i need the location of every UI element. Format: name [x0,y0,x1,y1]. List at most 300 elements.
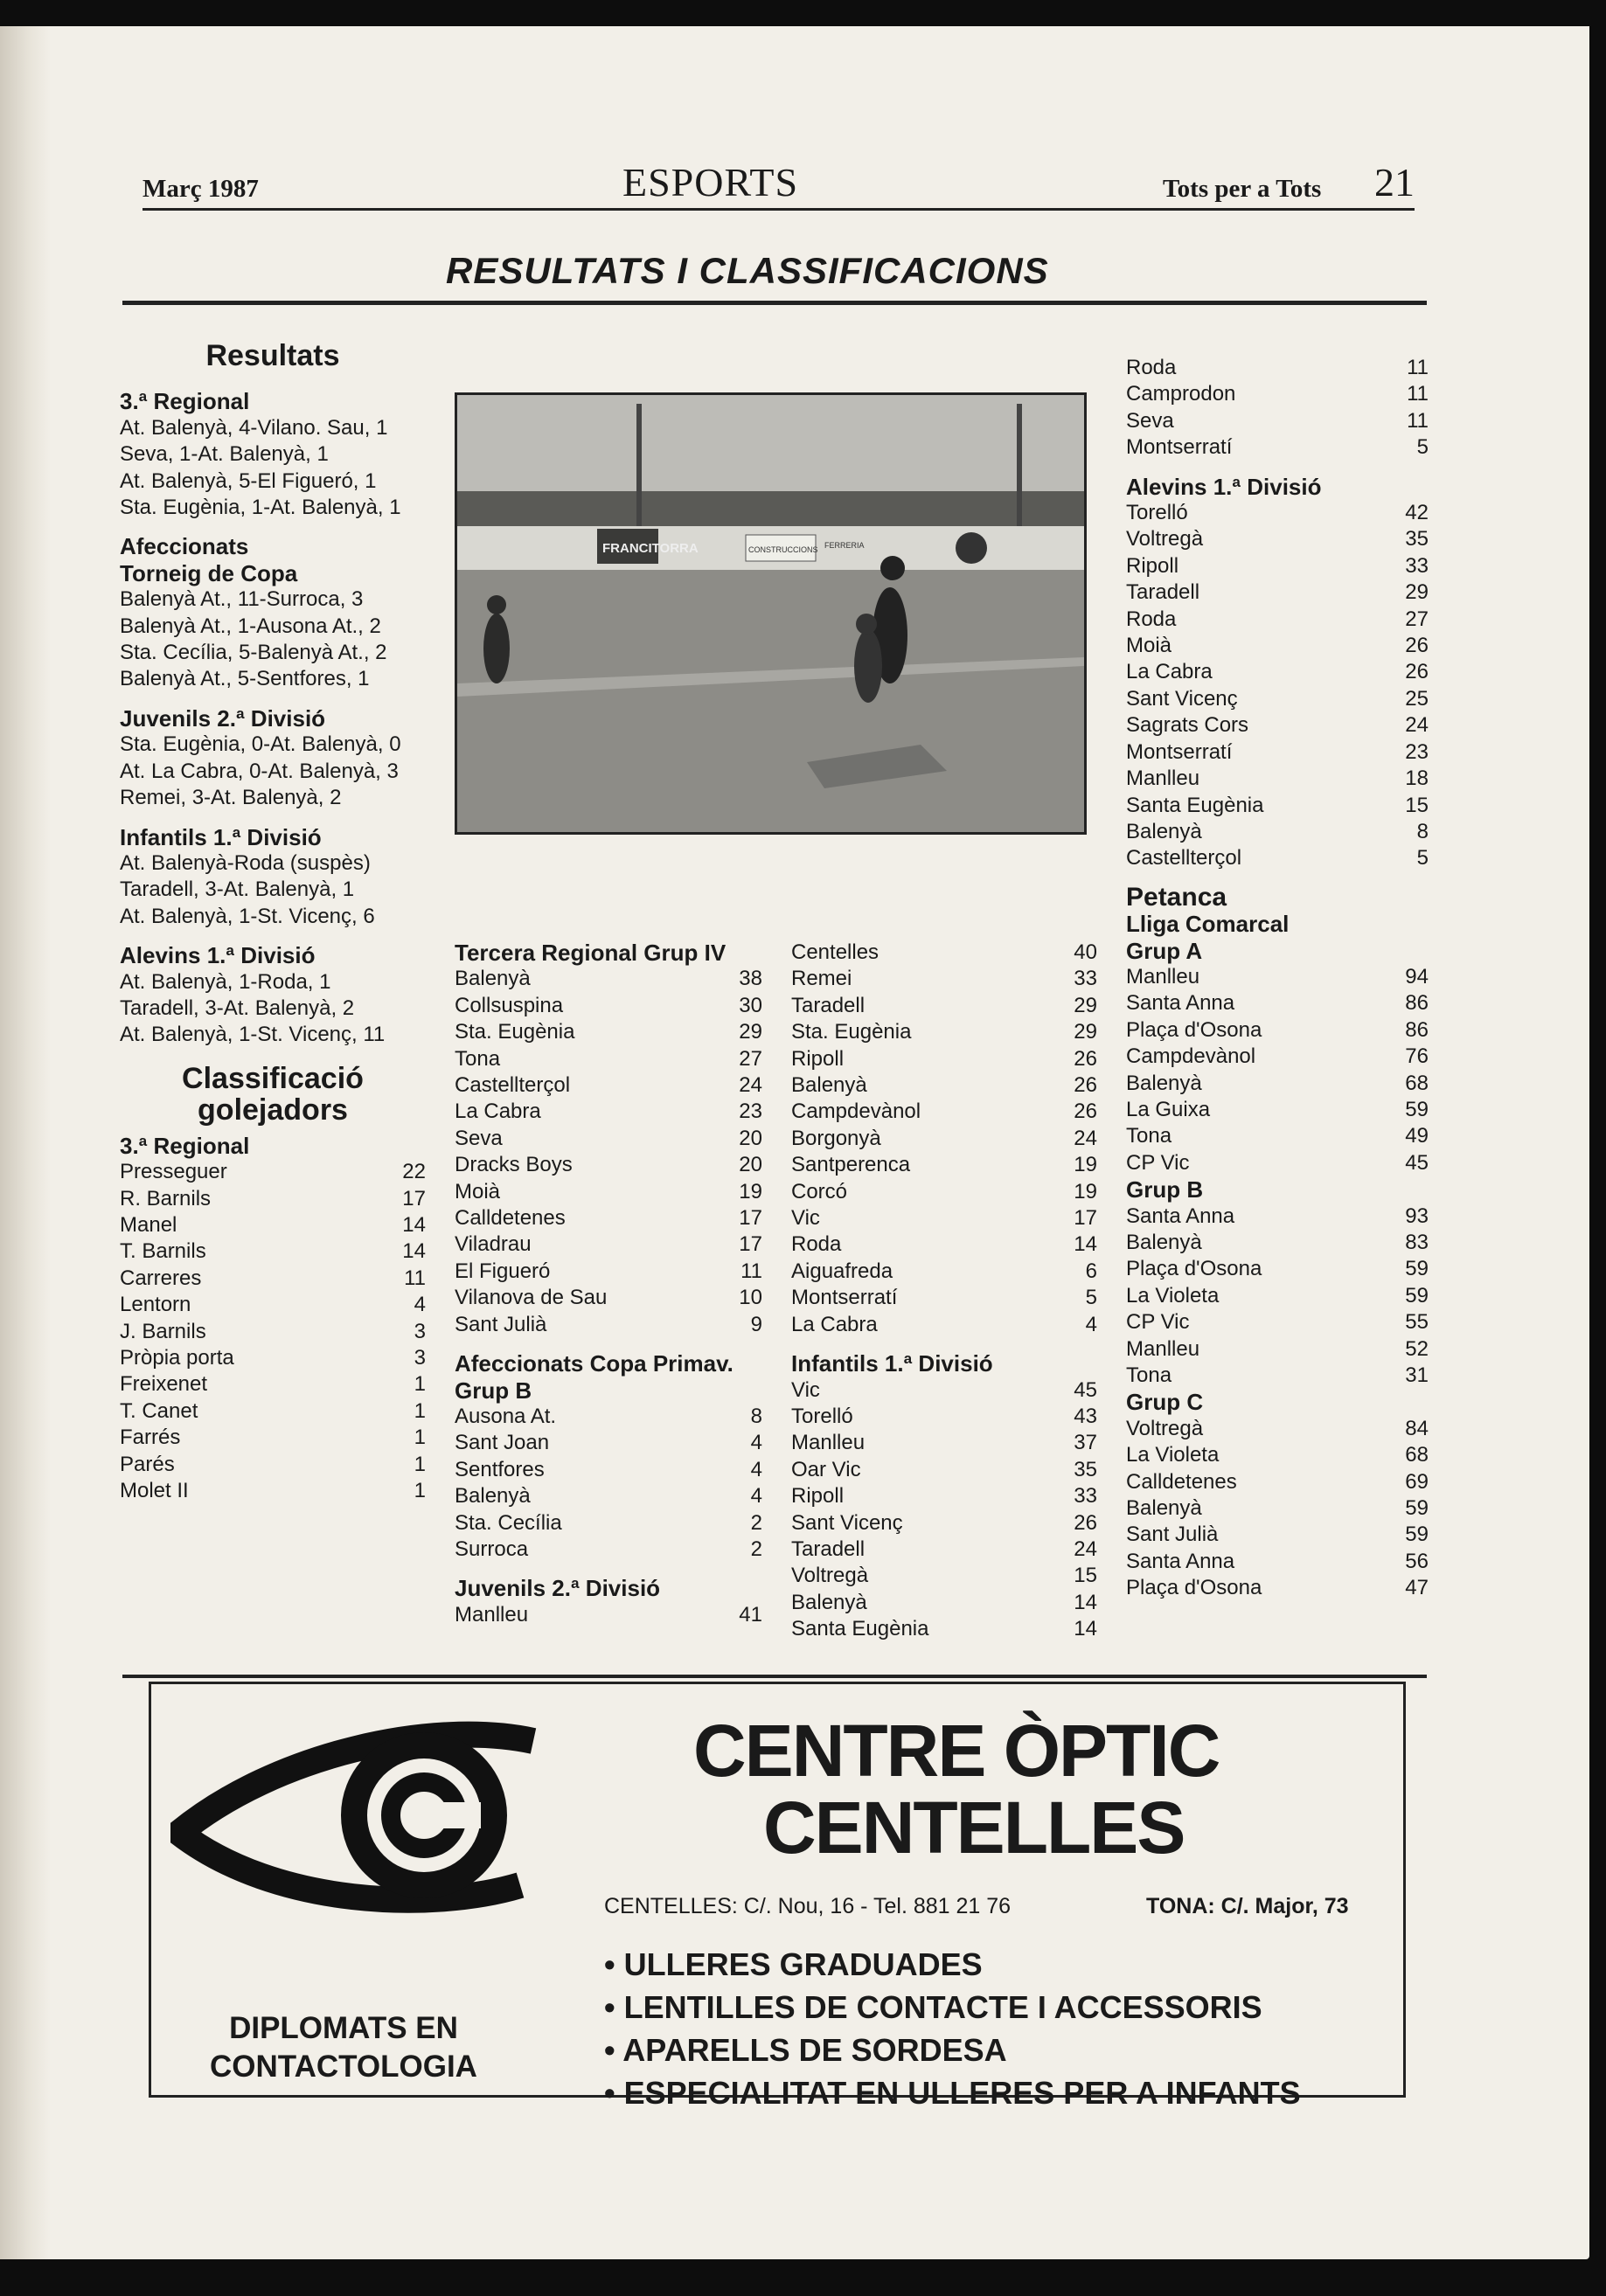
team-name: Vic [791,1206,820,1231]
team-name: R. Barnils [120,1186,212,1210]
table-row [120,1292,426,1318]
team-name: La Cabra [455,1099,541,1124]
team-points: 27 [739,1046,762,1071]
infantils-table-continued [1126,355,1429,461]
table-row [1126,408,1429,434]
team-name: Seva [455,1126,503,1150]
petanca-title: Petanca [1126,882,1227,912]
team-points: 37 [1074,1431,1097,1455]
team-name: Voltregà [1126,527,1204,551]
table-row [455,1536,762,1563]
team-points: 76 [1405,1044,1429,1069]
page-number: 21 [1374,160,1415,205]
table-row [1126,1283,1429,1309]
table-row [455,1285,762,1311]
results-groups [120,388,426,1048]
team-name: Santperenca [791,1153,911,1177]
team-points: 17 [739,1232,762,1257]
table-row [120,1212,426,1238]
team-points: 29 [1405,580,1429,605]
team-name: Santa Anna [1126,1549,1235,1573]
team-points: 49 [1405,1124,1429,1148]
team-points: 93 [1405,1203,1429,1228]
team-points: 19 [1074,1153,1097,1177]
team-points: 20 [739,1126,762,1150]
table-row [1126,633,1429,659]
team-points: 14 [402,1212,426,1237]
team-points: 25 [1405,686,1429,711]
table-row [455,1457,762,1483]
table-row [1126,712,1429,739]
team-points: 2 [750,1510,762,1535]
team-points: 68 [1405,1443,1429,1467]
team-points: 29 [1074,1020,1097,1044]
team-name: Sant Vicenç [791,1510,903,1535]
team-name: Castellterçol [455,1073,571,1098]
team-points: 59 [1405,1257,1429,1281]
team-name: Calldetenes [1126,1469,1237,1494]
juvenils-heading: Juvenils 2.ª Divisió [455,1575,661,1602]
infantils-table [791,1377,1097,1643]
issue-date: Març 1987 [143,175,259,203]
result-line: Sta. Eugènia, 0-At. Balenyà, 0 [120,732,401,757]
team-name: Sant Julià [455,1312,547,1336]
petanca-group-table [1126,964,1429,1176]
petanca-group-table [1126,1203,1429,1390]
football-photo [455,392,1087,835]
team-points: 56 [1405,1549,1429,1573]
table-row [455,1205,762,1231]
team-points: 26 [1074,1099,1097,1124]
table-row [455,1072,762,1099]
team-name: Balenyà [791,1590,867,1614]
team-name: Tona [455,1046,501,1071]
table-row [1126,607,1429,633]
team-name: Camprodon [1126,382,1236,406]
table-row [1126,1150,1429,1176]
team-name: Balenyà [455,967,531,991]
team-name: La Violeta [1126,1443,1220,1467]
result-line: Remei, 3-At. Balenyà, 2 [120,786,342,810]
table-row [120,1238,426,1265]
ad-services-list [604,1943,1301,2114]
table-row [791,1404,1097,1430]
team-points: 33 [1074,967,1097,991]
table-row [791,1046,1097,1072]
team-name: CP Vic [1126,1150,1190,1175]
team-name: La Violeta [1126,1283,1220,1308]
team-name: Manlleu [1126,1336,1200,1361]
result-line: At. La Cabra, 0-At. Balenyà, 3 [120,759,399,783]
team-name: Corcó [791,1179,848,1203]
team-points: 2 [750,1536,762,1561]
team-name: Torelló [1126,501,1188,525]
team-points: 24 [1074,1536,1097,1561]
scorers-league-heading: 3.ª Regional [120,1132,250,1159]
table-row [791,1099,1097,1125]
team-points: 5 [1416,846,1429,871]
results-title: Resultats [205,339,340,372]
team-points: 94 [1405,964,1429,988]
table-row [1126,793,1429,819]
results-group-heading: Torneig de Copa [120,559,298,586]
team-points: 1 [414,1372,426,1397]
result-line: At. Balenyà, 5-El Figueró, 1 [120,468,377,493]
table-row [455,1152,762,1178]
team-points: 14 [402,1239,426,1264]
tercera-table [455,966,762,1338]
team-name: El Figueró [455,1259,551,1283]
table-row [791,940,1097,966]
standings-column-3 [455,940,762,1628]
team-name: Sta. Cecília [455,1510,562,1535]
table-row [455,1099,762,1125]
table-row [791,1483,1097,1509]
team-points: 41 [739,1602,762,1627]
table-row [120,1345,426,1371]
result-line: Seva, 1-At. Balenyà, 1 [120,442,329,467]
team-name: Ausona At. [455,1404,557,1428]
team-name: Vic [791,1377,820,1402]
table-row [1126,1256,1429,1282]
table-row [455,1602,762,1628]
team-name: Balenyà [1126,1496,1202,1521]
team-name: Presseguer [120,1160,227,1184]
team-name: Taradell [791,1536,866,1561]
team-name: Sta. Eugènia [791,1020,912,1044]
table-row [1126,1203,1429,1230]
team-name: Plaça d'Osona [1126,1017,1262,1042]
team-points: 27 [1405,607,1429,631]
team-points: 29 [1074,993,1097,1017]
table-row [120,1478,426,1504]
ad-name-line1: CENTRE ÒPTIC [693,1710,1220,1792]
team-points: 68 [1405,1071,1429,1095]
results-group-heading: 3.ª Regional [120,388,250,415]
table-row [791,1616,1097,1642]
team-points: 29 [739,1020,762,1044]
team-points: 19 [739,1179,762,1203]
team-name: Torelló [791,1404,853,1428]
banner-rule [122,301,1427,305]
team-points: 24 [1405,713,1429,738]
team-name: Sant Julià [1126,1523,1219,1547]
ad-service-item [604,2071,1301,2114]
team-points: 15 [1074,1564,1097,1588]
team-name: CP Vic [1126,1310,1190,1335]
team-points: 42 [1405,501,1429,525]
team-points: 24 [1074,1126,1097,1150]
team-name: Voltregà [791,1564,869,1588]
table-row [120,1371,426,1398]
team-name: Centelles [791,940,879,964]
team-points: 4 [750,1484,762,1509]
team-name: Farrés [120,1425,181,1450]
ad-service-label: APARELLS DE SORDESA [622,2032,1007,2068]
team-points: 18 [1405,766,1429,791]
table-row [791,1312,1097,1338]
table-row [455,1312,762,1338]
team-name: Parés [120,1452,175,1476]
ad-diploma: DIPLOMATS EN CONTACTOLOGIA [210,2011,477,2084]
ad-name-line2: CENTELLES [763,1786,1185,1869]
team-points: 45 [1074,1377,1097,1402]
team-name: Balenyà [1126,1231,1202,1254]
table-row [120,1398,426,1425]
team-name: Montserratí [1126,435,1233,460]
table-row [1126,845,1429,871]
team-name: Remei [791,967,852,991]
team-points: 59 [1405,1097,1429,1121]
team-points: 11 [1407,408,1429,433]
team-name: Viladrau [455,1232,532,1257]
team-points: 35 [1405,527,1429,551]
team-name: Borgonyà [791,1126,881,1150]
standings-column-4 [791,940,1097,1643]
table-row [791,993,1097,1019]
juvenils-table-part2 [791,940,1097,1338]
table-row [791,1285,1097,1311]
table-row [455,966,762,992]
table-row [791,1179,1097,1205]
table-row [791,1259,1097,1285]
petanca-group-table [1126,1416,1429,1602]
petanca-league: Lliga Comarcal [1126,911,1290,938]
team-points: 3 [414,1346,426,1370]
team-points: 1 [414,1425,426,1450]
team-points: 14 [1074,1232,1097,1257]
results-group-heading: Juvenils 2.ª Divisió [120,704,326,732]
table-row [1126,1230,1429,1256]
team-name: Ripoll [791,1484,845,1509]
table-row [791,1231,1097,1258]
table-row [1126,1044,1429,1070]
sign-construccions: CONSTRUCCIONS [748,545,818,554]
team-points: 23 [1405,739,1429,764]
result-line: At. Balenyà, 4-Vilano. Sau, 1 [120,415,388,440]
tercera-heading: Tercera Regional Grup IV [455,940,727,966]
bullet-icon: • [604,2032,623,2068]
ad-address-centelles: CENTELLES: C/. Nou, 16 - Tel. 881 21 76 [604,1894,1012,1918]
team-points: 43 [1074,1404,1097,1428]
table-row [791,1126,1097,1152]
team-name: Aiguafreda [791,1259,893,1283]
team-name: Vilanova de Sau [455,1286,608,1310]
team-points: 1 [414,1479,426,1503]
team-name: Roda [1126,356,1177,379]
table-row [1126,1123,1429,1149]
table-row [120,1266,426,1292]
header-rule [143,208,1415,211]
team-points: 1 [414,1452,426,1476]
team-name: J. Barnils [120,1319,206,1343]
table-row [791,1510,1097,1536]
team-name: Sant Joan [455,1431,550,1455]
table-row [120,1452,426,1478]
scorers-table [120,1159,426,1504]
team-points: 33 [1405,553,1429,578]
team-points: 4 [750,1457,762,1481]
team-points: 5 [1416,435,1429,460]
team-name: Taradell [791,993,866,1017]
team-name: Santa Anna [1126,1203,1235,1228]
table-row [1126,553,1429,579]
result-line: At. Balenyà, 1-Roda, 1 [120,969,331,994]
table-row [791,1019,1097,1045]
team-name: Plaça d'Osona [1126,1576,1262,1600]
team-name: Moià [1126,634,1172,658]
team-points: 69 [1405,1469,1429,1494]
team-points: 20 [739,1153,762,1177]
team-points: 15 [1405,793,1429,817]
team-name: Santa Anna [1126,991,1235,1016]
table-row [1126,1549,1429,1575]
team-name: Moià [455,1179,501,1203]
table-row [791,1152,1097,1178]
team-points: 4 [1085,1312,1097,1336]
team-name: Carreres [120,1266,202,1290]
team-points: 26 [1074,1046,1097,1071]
bullet-icon: • [604,1989,624,2025]
result-line: Balenyà At., 11-Surroca, 3 [120,587,364,612]
team-name: Taradell [1126,580,1200,605]
table-row [455,1510,762,1536]
ad-top-rule [122,1675,1427,1678]
team-points: 9 [750,1312,762,1336]
team-name: Manel [120,1212,177,1237]
infantils-heading: Infantils 1.ª Divisió [791,1350,993,1377]
team-points: 45 [1405,1150,1429,1175]
team-points: 83 [1405,1231,1429,1254]
team-name: Santa Eugènia [791,1617,929,1641]
table-row [1126,1522,1429,1548]
table-row [1126,434,1429,461]
team-points: 26 [1074,1073,1097,1098]
team-name: Calldetenes [455,1206,566,1231]
team-name: Montserratí [791,1286,898,1310]
table-row [791,1377,1097,1404]
table-row [455,1483,762,1509]
team-name: Freixenet [120,1372,208,1397]
table-row [455,1231,762,1258]
table-row [120,1159,426,1185]
results-column [120,339,426,1504]
results-group-heading: Afeccionats [120,533,249,560]
team-name: Tona [1126,1124,1172,1148]
table-row [1126,1442,1429,1468]
standings-column-5 [1126,355,1429,1602]
page-spine-shadow [0,26,51,2259]
team-name: Campdevànol [791,1099,921,1124]
section-title: ESPORTS [622,160,799,205]
team-name: Castellterçol [1126,846,1242,871]
team-name: Balenyà [1126,819,1202,843]
team-name: Surroca [455,1536,529,1561]
newspaper-page [0,26,1589,2259]
ad-address-tona: TONA: C/. Major, 73 [1146,1894,1349,1918]
team-points: 19 [1074,1179,1097,1203]
team-points: 11 [1407,356,1429,379]
team-name: Voltregà [1126,1416,1204,1440]
table-row [1126,964,1429,990]
team-points: 26 [1074,1510,1097,1535]
team-name: Molet II [120,1479,189,1503]
ad-service-label: LENTILLES DE CONTACTE I ACCESSORIS [623,1989,1262,2025]
team-name: Manlleu [791,1431,866,1455]
team-name: Balenyà [1126,1071,1202,1095]
team-points: 47 [1405,1576,1429,1600]
ad-service-item [604,1943,1301,1986]
team-points: 33 [1074,1484,1097,1509]
team-name: Sant Vicenç [1126,686,1238,711]
table-row [791,1205,1097,1231]
team-name: Ripoll [1126,553,1179,578]
publication-name: Tots per a Tots [1163,175,1322,203]
team-name: T. Barnils [120,1239,206,1264]
team-points: 35 [1074,1457,1097,1481]
team-points: 23 [739,1099,762,1124]
table-row [1126,739,1429,766]
team-name: T. Canet [120,1398,198,1423]
juvenils-table-part1 [455,1602,762,1628]
team-points: 11 [740,1259,762,1283]
scorers-title: Classificació golejadors [182,1061,364,1127]
table-row [1126,990,1429,1016]
table-row [791,1430,1097,1456]
team-name: Campdevànol [1126,1044,1256,1069]
result-line: Taradell, 3-At. Balenyà, 1 [120,877,355,902]
result-line: Taradell, 3-At. Balenyà, 2 [120,995,355,1020]
petanca-groups [1126,938,1429,1602]
table-row [1126,355,1429,381]
team-points: 86 [1405,1017,1429,1042]
table-row [455,1126,762,1152]
team-name: Manlleu [455,1602,529,1627]
table-row [791,1590,1097,1616]
team-points: 17 [739,1206,762,1231]
result-line: Sta. Eugènia, 1-At. Balenyà, 1 [120,496,401,520]
table-row [1126,500,1429,526]
team-points: 40 [1074,940,1097,964]
team-name: Santa Eugènia [1126,793,1264,817]
team-points: 11 [1407,382,1429,406]
team-points: 59 [1405,1496,1429,1521]
table-row [1126,381,1429,407]
table-row [1126,1017,1429,1044]
team-name: La Guixa [1126,1097,1211,1121]
team-points: 8 [1416,819,1429,843]
team-name: Dracks Boys [455,1153,573,1177]
table-row [1126,1071,1429,1097]
team-points: 14 [1074,1617,1097,1641]
ad-service-label: ESPECIALITAT EN ULLERES PER A INFANTS [623,2075,1301,2111]
team-points: 1 [414,1398,426,1423]
team-name: Montserratí [1126,739,1233,764]
team-name: Sagrats Cors [1126,713,1249,738]
team-name: Balenyà [455,1484,531,1509]
table-row [455,1430,762,1456]
table-row [455,1404,762,1430]
team-points: 6 [1085,1259,1097,1283]
team-name: Pròpia porta [120,1346,234,1370]
table-row [791,1457,1097,1483]
team-name: Sentfores [455,1457,545,1481]
table-row [455,1259,762,1285]
optician-advertisement [149,1682,1406,2111]
ad-service-item [604,1986,1301,2029]
team-points: 4 [750,1431,762,1455]
team-points: 22 [402,1160,426,1184]
